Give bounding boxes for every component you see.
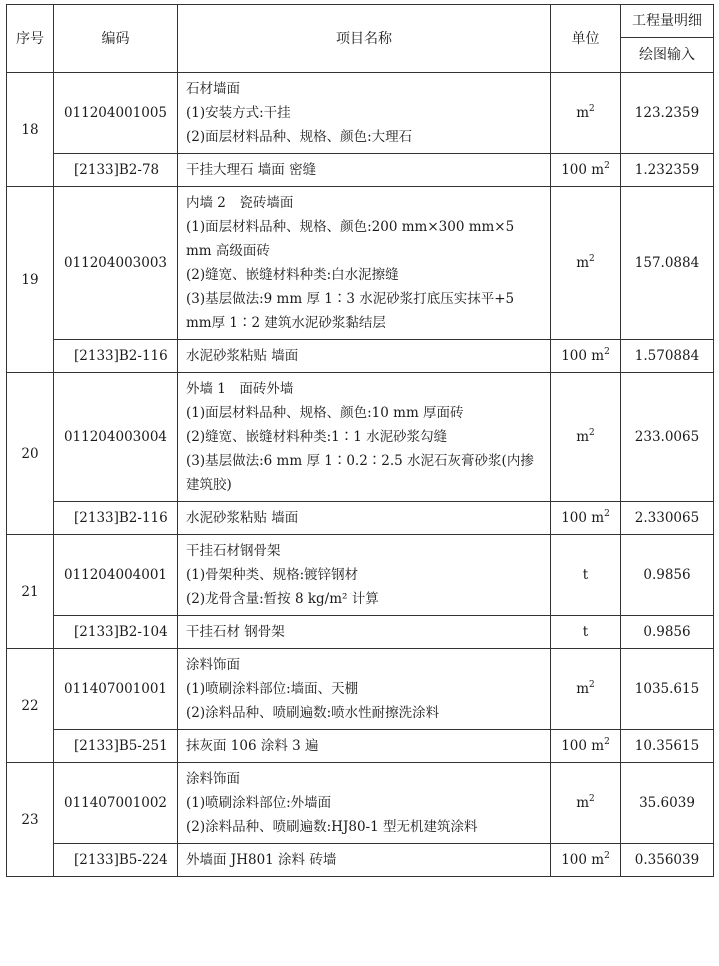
quota-code: [2133]B2-116 (54, 340, 178, 373)
quota-quantity: 0.356039 (621, 844, 714, 877)
item-quantity: 35.6039 (621, 763, 714, 844)
quota-code: [2133]B5-251 (54, 730, 178, 763)
quota-unit-exponent: 2 (604, 850, 610, 861)
table-row (7, 535, 714, 616)
quantity-table (6, 4, 714, 877)
quota-quantity: 1.570884 (621, 340, 714, 373)
header-seq: 序号 (7, 5, 54, 73)
quota-unit (551, 502, 621, 535)
item-unit (551, 649, 621, 730)
quota-unit (551, 844, 621, 877)
quota-unit-base: 100 m (561, 738, 605, 754)
item-quantity: 1035.615 (621, 649, 714, 730)
item-code: 011204004001 (54, 535, 178, 616)
quota-name: 干挂石材 钢骨架 (178, 616, 551, 649)
quota-quantity: 1.232359 (621, 154, 714, 187)
quota-unit-exponent: 2 (604, 736, 610, 747)
item-name: 涂料饰面 (1)喷刷涂料部位:墙面、天棚 (2)涂料品种、喷刷遍数:喷水性耐擦洗涂料 (178, 649, 551, 730)
quota-unit (551, 340, 621, 373)
item-unit-exponent: 2 (589, 253, 595, 264)
table-header (7, 5, 714, 73)
item-quantity: 233.0065 (621, 373, 714, 502)
quota-code: [2133]B5-224 (54, 844, 178, 877)
quota-unit-base: 100 m (561, 510, 605, 526)
table-subrow (7, 730, 714, 763)
quota-code: [2133]B2-78 (54, 154, 178, 187)
item-unit-base: m (576, 681, 590, 697)
table-row (7, 763, 714, 844)
header-name: 项目名称 (178, 5, 551, 73)
table-row (7, 649, 714, 730)
row-seq: 20 (7, 373, 54, 535)
item-unit-base: m (576, 795, 590, 811)
item-unit (551, 187, 621, 340)
quota-name: 水泥砂浆粘贴 墙面 (178, 340, 551, 373)
item-unit-base: m (576, 255, 590, 271)
item-unit-base: m (576, 105, 590, 121)
quota-quantity: 0.9856 (621, 616, 714, 649)
item-quantity: 123.2359 (621, 73, 714, 154)
item-code: 011407001002 (54, 763, 178, 844)
quota-quantity: 2.330065 (621, 502, 714, 535)
quota-name: 外墙面 JH801 涂料 砖墙 (178, 844, 551, 877)
item-quantity: 157.0884 (621, 187, 714, 340)
quota-unit-exponent: 2 (604, 160, 610, 171)
row-seq: 22 (7, 649, 54, 763)
item-name: 石材墙面 (1)安装方式:干挂 (2)面层材料品种、规格、颜色:大理石 (178, 73, 551, 154)
item-name: 干挂石材钢骨架 (1)骨架种类、规格:镀锌钢材 (2)龙骨含量:暂按 8 kg/m² 计算 (178, 535, 551, 616)
table-subrow (7, 502, 714, 535)
table-row (7, 73, 714, 154)
item-unit (551, 763, 621, 844)
item-unit-exponent: 2 (589, 427, 595, 438)
quota-unit-base: 100 m (561, 348, 605, 364)
header-quantity-group: 工程量明细 (621, 5, 714, 38)
row-seq: 19 (7, 187, 54, 373)
item-name: 涂料饰面 (1)喷刷涂料部位:外墙面 (2)涂料品种、喷刷遍数:HJ80-1 型无机建筑涂料 (178, 763, 551, 844)
table-subrow (7, 154, 714, 187)
item-unit-exponent: 2 (589, 679, 595, 690)
item-code: 011204003003 (54, 187, 178, 340)
table-subrow (7, 616, 714, 649)
quota-unit-exponent: 2 (604, 346, 610, 357)
quota-name: 干挂大理石 墙面 密缝 (178, 154, 551, 187)
item-unit (551, 73, 621, 154)
table-body (7, 73, 714, 877)
item-unit-exponent: 2 (589, 793, 595, 804)
item-code: 011407001001 (54, 649, 178, 730)
table-row (7, 373, 714, 502)
item-unit (551, 373, 621, 502)
row-seq: 18 (7, 73, 54, 187)
table-subrow (7, 340, 714, 373)
row-seq: 21 (7, 535, 54, 649)
quota-name: 水泥砂浆粘贴 墙面 (178, 502, 551, 535)
header-code: 编码 (54, 5, 178, 73)
quota-name: 抹灰面 106 涂料 3 遍 (178, 730, 551, 763)
item-name: 内墙 2 瓷砖墙面 (1)面层材料品种、规格、颜色:200 mm×300 mm×5 mm 高级面砖 (2)缝宽、嵌缝材料种类:白水泥擦缝 (3)基层做法:9 mm 厚 1∶3 水泥砂浆打底压实抹平+5 mm厚 1∶2 建筑水泥砂浆黏结层 (178, 187, 551, 340)
quota-unit (551, 730, 621, 763)
item-name: 外墙 1 面砖外墙 (1)面层材料品种、规格、颜色:10 mm 厚面砖 (2)缝宽、嵌缝材料种类:1∶1 水泥砂浆勾缝 (3)基层做法:6 mm 厚 1∶0.2∶2.5 水泥石灰膏砂浆(内掺建筑胶) (178, 373, 551, 502)
quota-unit-base: 100 m (561, 162, 605, 178)
header-unit: 单位 (551, 5, 621, 73)
quota-unit (551, 154, 621, 187)
quota-unit-base: 100 m (561, 852, 605, 868)
quota-code: [2133]B2-116 (54, 502, 178, 535)
item-code: 011204003004 (54, 373, 178, 502)
item-code: 011204001005 (54, 73, 178, 154)
quota-unit-exponent: 2 (604, 508, 610, 519)
quota-quantity: 10.35615 (621, 730, 714, 763)
table-row (7, 187, 714, 340)
item-unit-exponent: 2 (589, 103, 595, 114)
item-unit-base: m (576, 429, 590, 445)
row-seq: 23 (7, 763, 54, 877)
item-unit (551, 535, 621, 616)
quota-code: [2133]B2-104 (54, 616, 178, 649)
table-subrow (7, 844, 714, 877)
quota-unit-base: t (582, 624, 589, 640)
item-unit-base: t (582, 567, 589, 583)
quota-unit (551, 616, 621, 649)
item-quantity: 0.9856 (621, 535, 714, 616)
header-drawing-input: 绘图输入 (621, 38, 714, 73)
